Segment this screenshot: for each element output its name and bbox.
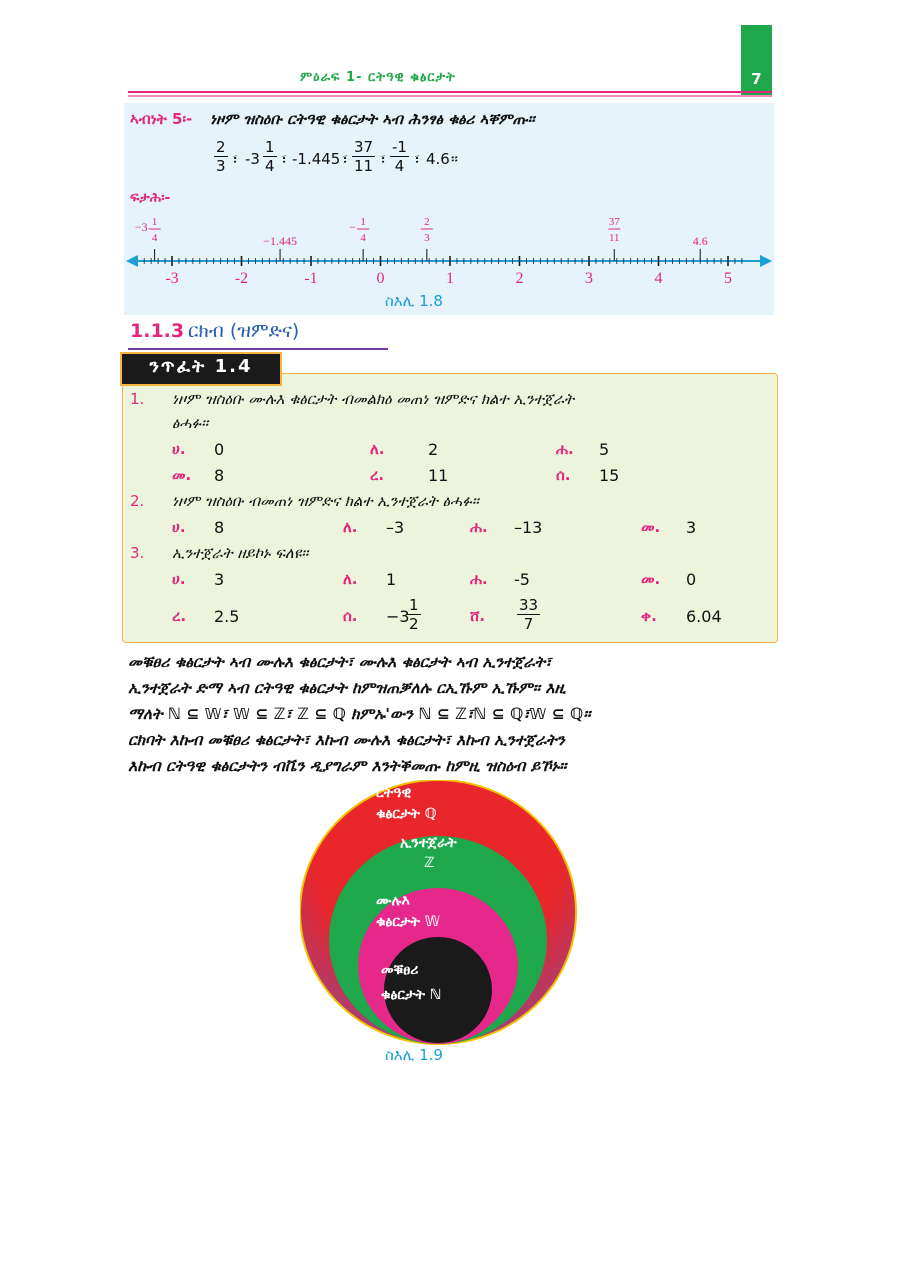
decimal-value: -1.445: [292, 150, 341, 168]
option-value: –3: [386, 518, 405, 537]
option-value: 2.5: [214, 607, 240, 626]
option-letter: ሰ.: [343, 607, 358, 625]
fraction: $\frac{33}{7}$: [519, 596, 539, 633]
venn-label-q-line1: ርትዓዊ: [376, 785, 412, 801]
venn-label-n-line2: ቁፅርታት ℕ: [381, 987, 442, 1003]
axis-arrow-right: [760, 255, 772, 267]
section-title: ርክብ (ዝምድና): [188, 320, 300, 342]
option-value: –13: [514, 518, 543, 537]
option-letter: ሀ.: [172, 570, 186, 588]
running-head: ምዕራፍ 1- ርትዓዊ ቁፅርታት: [300, 70, 456, 85]
option-value: −3: [386, 607, 410, 626]
point-label-denominator: 11: [608, 232, 620, 244]
option-letter: ሐ.: [470, 570, 488, 588]
number-line: [124, 205, 774, 290]
point-label-denominator: 4: [151, 232, 158, 244]
point-label: −: [349, 220, 357, 234]
option-value: 5: [599, 440, 610, 459]
solution-label: ፍታሕ፡-: [130, 190, 171, 206]
option-letter: ሸ.: [470, 607, 486, 625]
example-text: ነዞም ዝስዕቡ ርትዓዊ ቁፅርታት ኣብ ሕንፃፅ ቁፅሪ ኣቐምጡ።: [210, 110, 535, 128]
fraction: $\frac{-1}{4}$: [392, 138, 407, 175]
option-value: 8: [214, 518, 225, 537]
option-value: 2: [428, 440, 439, 459]
header-rule-secondary: [128, 95, 772, 97]
option-letter: ቀ.: [641, 607, 657, 625]
option-letter: መ.: [172, 466, 192, 484]
venn-label-z-line1: ኢንተጀራት: [400, 835, 457, 851]
venn-label-n-line1: መቑፀሪ: [381, 962, 419, 978]
option-letter: ለ.: [370, 440, 385, 458]
option-letter: መ.: [641, 518, 661, 536]
option-letter: ሰ.: [556, 466, 571, 484]
option-letter: ሐ.: [556, 440, 574, 458]
separator: ፣: [342, 150, 349, 168]
header-rule: [128, 91, 772, 93]
venn-diagram: [300, 780, 600, 1050]
point-label: −3: [134, 220, 148, 234]
tick-label: -2: [234, 270, 249, 287]
section-number: 1.1.3: [130, 320, 185, 342]
option-value: 6.04: [686, 607, 722, 626]
tick-label: 0: [376, 270, 385, 287]
full-stop: ።: [451, 150, 459, 168]
tick-label: -1: [304, 270, 318, 287]
separator: ፣: [232, 150, 239, 168]
paragraph-line: ኢንተጀራት ድማ ኣብ ርትዓዊ ቁፅርታት ከምዝጠቓለሉ ርኢኹም ኢኹም። እዚ: [128, 679, 566, 697]
option-value: 8: [214, 466, 225, 485]
question-text: ኢንተጀራት ዘይኮኑ ፍለዩ።: [172, 544, 309, 562]
question-text: ነዞም ዝስዕቡ ሙሉእ ቁፅርታት ብመልክዕ መጠነ ዝምድና ክልተ ኢንተጀራት: [172, 390, 575, 408]
paragraph-line: ማለት ℕ ⊆ 𝕎፣ 𝕎 ⊆ ℤ፣ ℤ ⊆ ℚ ክምኡ'ውን ℕ ⊆ ℤ፣ℕ ⊆ ℚ፣𝕎 ⊆ ℚ።: [128, 705, 591, 723]
tick-label: 4: [654, 270, 663, 287]
option-value: 11: [428, 466, 449, 485]
fraction: $\frac{1}{2}$: [409, 596, 419, 633]
separator: ፣: [414, 150, 421, 168]
point-label-numerator: 1: [360, 216, 366, 228]
mixed-whole: -3: [245, 150, 260, 168]
decimal-value: 4.6: [426, 150, 450, 168]
point-label-denominator: 4: [360, 232, 366, 244]
option-letter: ለ.: [343, 518, 358, 536]
option-value: 0: [214, 440, 225, 459]
tick-label: 5: [724, 270, 732, 287]
section-rule: [128, 348, 388, 350]
figure-caption-1-9: ስእሊ 1.9: [385, 1046, 443, 1064]
option-letter: ረ.: [370, 466, 385, 484]
option-letter: ሀ.: [172, 518, 186, 536]
point-label-denominator: 3: [424, 232, 430, 244]
paragraph-line: እኩብ ርትዓዊ ቁፅርታትን ብቬን ዲያግራም እንትቕመጡ ከምዚ ዝስዕብ ይኾኑ።: [128, 757, 567, 775]
question-number: 2.: [130, 492, 145, 510]
option-letter: መ.: [641, 570, 661, 588]
point-label: 4.6: [692, 234, 708, 248]
point-label-numerator: 2: [424, 216, 430, 228]
paragraph-line: ርክባት እኩብ መቑፀሪ ቁፅርታት፣ እኩብ ሙሉእ ቁፅርታት፣ እኩብ ኢንተጀራትን: [128, 731, 565, 749]
fraction: $\frac{1}{4}$: [265, 138, 275, 175]
venn-label-w-line2: ቁፅርታት 𝕎: [376, 914, 440, 930]
venn-label-z-line2: ℤ: [424, 855, 435, 871]
paragraph-line: መቑፀሪ ቁፅርታት ኣብ ሙሉእ ቁፅርታት፣ ሙሉእ ቁፅርታት ኣብ ኢንተጀራት፣: [128, 653, 552, 671]
point-label-numerator: 37: [608, 216, 620, 228]
separator: ፣: [380, 150, 387, 168]
page-number: 7: [751, 70, 762, 88]
option-letter: ሐ.: [470, 518, 488, 536]
example-label: ኣብነት 5፡-: [130, 110, 193, 128]
question-number: 1.: [130, 390, 145, 408]
fraction: $\frac{37}{11}$: [354, 138, 374, 175]
option-letter: ሀ.: [172, 440, 186, 458]
point-label: −1.445: [263, 234, 297, 248]
option-value: 0: [686, 570, 697, 589]
option-value: 3: [214, 570, 225, 589]
point-label-numerator: 1: [151, 216, 158, 228]
venn-label-w-line1: ሙሉእ: [376, 893, 410, 909]
option-value: 15: [599, 466, 620, 485]
question-text: ፅሓፉ።: [172, 414, 209, 432]
tick-label: -3: [165, 270, 179, 287]
venn-label-q-line2: ቁፅርታት ℚ: [376, 806, 437, 822]
option-letter: ለ.: [343, 570, 358, 588]
tick-label: 2: [515, 270, 524, 287]
option-letter: ረ.: [172, 607, 187, 625]
separator: ፣: [281, 150, 288, 168]
figure-caption-1-8: ስእሊ 1.8: [385, 292, 443, 310]
exercise-label: ንጥፈት 1.4: [149, 356, 253, 377]
option-value: -5: [514, 570, 530, 589]
question-text: ነዞም ዝስዕቡ ብመጠነ ዝምድና ክልተ ኢንተጀራት ፅሓፉ።: [172, 492, 479, 510]
tick-label: 3: [585, 270, 593, 287]
tick-label: 1: [446, 270, 454, 287]
question-number: 3.: [130, 544, 145, 562]
option-value: 1: [386, 570, 397, 589]
fraction: $\frac{2}{3}$: [216, 138, 226, 175]
axis-arrow-left: [126, 255, 138, 267]
option-value: 3: [686, 518, 697, 537]
